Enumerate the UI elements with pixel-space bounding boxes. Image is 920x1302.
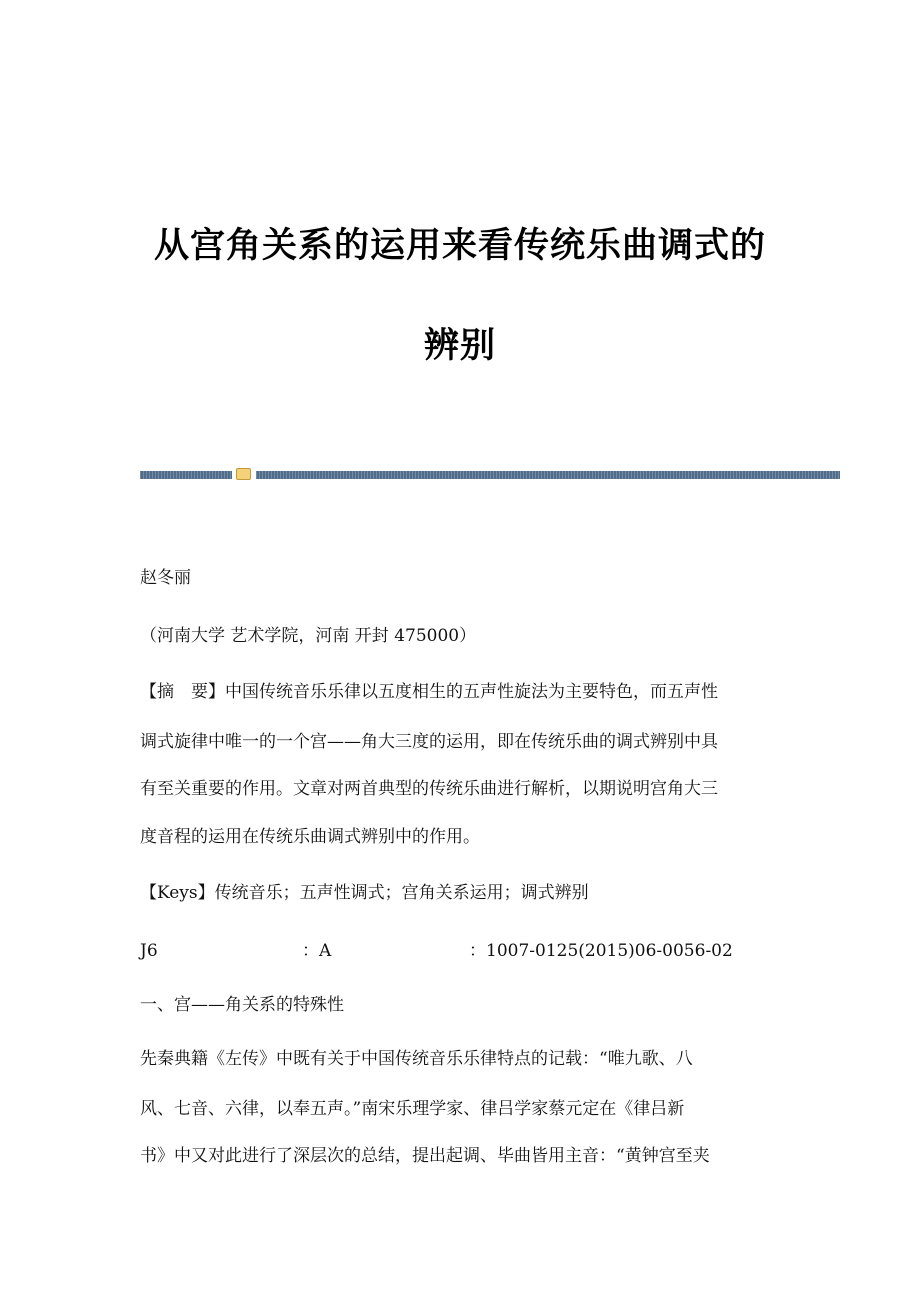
abstract-line: 有至关重要的作用。文章对两首典型的传统乐曲进行解析，以期说明宫角大三 bbox=[140, 779, 718, 799]
section-heading: 一、宫——角关系的特殊性 bbox=[140, 995, 344, 1015]
paper-title-line-1: 从宫角关系的运用来看传统乐曲调式的 bbox=[153, 226, 766, 266]
divider-bar-right bbox=[256, 471, 840, 479]
paper-title-line-2: 辨别 bbox=[423, 326, 496, 366]
title-divider bbox=[140, 471, 840, 479]
document-code: ：A bbox=[302, 941, 332, 961]
body-line: 风、七音、六律，以奉五声。”南宋乐理学家、律吕学家蔡元定在《律吕新 bbox=[140, 1099, 685, 1119]
article-id: ：1007-0125(2015)06-0056-02 bbox=[469, 941, 733, 961]
body-line: 书》中又对此进行了深层次的总结，提出起调、毕曲皆用主音：“黄钟宫至夹 bbox=[140, 1146, 710, 1166]
classification-row bbox=[140, 940, 800, 962]
envelope-icon bbox=[236, 468, 251, 480]
abstract-line: 【摘 要】中国传统音乐乐律以五度相生的五声性旋法为主要特色，而五声性 bbox=[140, 682, 718, 702]
abstract-line: 调式旋律中唯一的一个宫——角大三度的运用，即在传统乐曲的调式辨别中具 bbox=[140, 732, 718, 752]
divider-bar-left bbox=[140, 471, 232, 479]
clc-number: J6 bbox=[140, 941, 158, 961]
body-line: 先秦典籍《左传》中既有关于中国传统音乐乐律特点的记载：“唯九歌、八 bbox=[140, 1049, 693, 1069]
abstract-line: 度音程的运用在传统乐曲调式辨别中的作用。 bbox=[140, 827, 480, 847]
affiliation: （河南大学 艺术学院，河南 开封 475000） bbox=[140, 626, 477, 646]
author: 赵冬丽 bbox=[140, 568, 191, 588]
keywords: 【Keys】传统音乐；五声性调式；宫角关系运用；调式辨别 bbox=[140, 883, 589, 903]
